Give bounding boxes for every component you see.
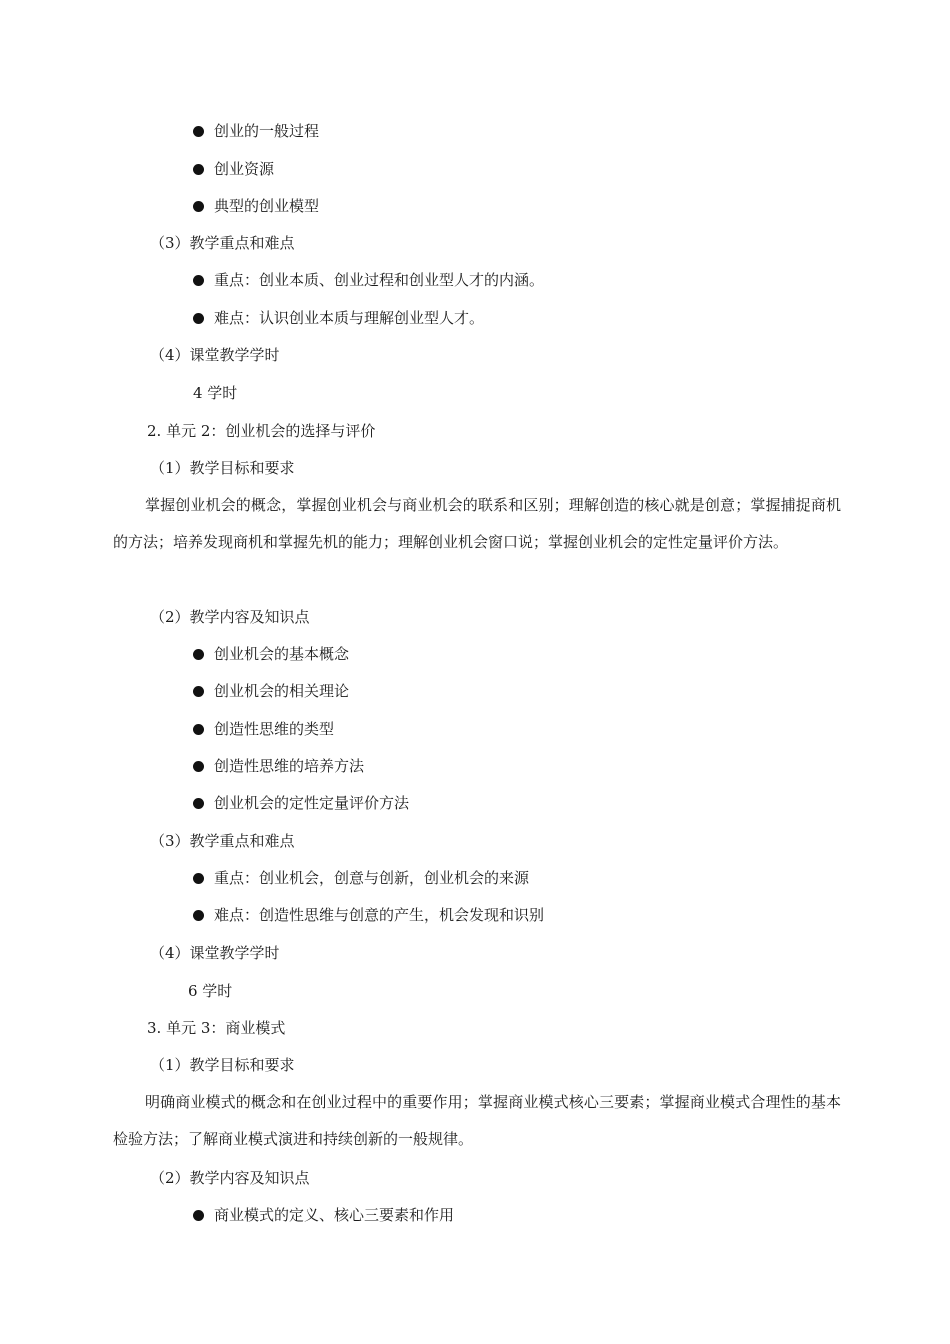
list-item	[193, 719, 334, 739]
list-item-text: 难点：创造性思维与创意的产生，机会发现和识别	[214, 906, 545, 924]
list-item-text: 重点：创业机会，创意与创新，创业机会的来源	[214, 869, 530, 887]
unit-heading: 2. 单元 2：创业机会的选择与评价	[147, 422, 376, 440]
section-title: （2）教学内容及知识点	[150, 1169, 310, 1187]
bullet-dot-icon	[193, 761, 204, 772]
bullet-dot-icon	[193, 126, 204, 137]
list-item-text: 典型的创业模型	[214, 197, 320, 215]
section-title: （3）教学重点和难点	[150, 832, 295, 850]
section-title: （4）课堂教学学时	[150, 346, 280, 364]
list-item-text: 创造性思维的培养方法	[214, 757, 365, 775]
bullet-dot-icon	[193, 275, 204, 286]
bullet-dot-icon	[193, 164, 204, 175]
list-item-text: 创造性思维的类型	[214, 720, 335, 738]
bullet-dot-icon	[193, 910, 204, 921]
list-item-text: 创业机会的基本概念	[214, 645, 350, 663]
list-item-text: 难点：认识创业本质与理解创业型人才。	[214, 309, 485, 327]
bullet-dot-icon	[193, 724, 204, 735]
list-item-text: 创业的一般过程	[214, 122, 320, 140]
list-item	[193, 196, 319, 216]
section-title: （3）教学重点和难点	[150, 234, 295, 252]
list-item	[193, 793, 409, 813]
section-title: （2）教学内容及知识点	[150, 608, 310, 626]
goal-paragraph: 掌握创业机会的概念，掌握创业机会与商业机会的联系和区别；理解创造的核心就是创意；掌握捕捉商机的方法；培养发现商机和掌握先机的能力；理解创业机会窗口说；掌握创业机会的定性定量评价方法。	[113, 496, 841, 551]
list-item	[193, 270, 544, 290]
bullet-dot-icon	[193, 1210, 204, 1221]
list-item-text: 创业机会的相关理论	[214, 682, 350, 700]
list-item-text: 创业机会的定性定量评价方法	[214, 794, 410, 812]
list-item	[193, 1205, 454, 1225]
bullet-dot-icon	[193, 686, 204, 697]
list-item	[193, 681, 349, 701]
list-item	[193, 905, 544, 925]
bullet-dot-icon	[193, 201, 204, 212]
list-item	[193, 121, 319, 141]
section-title: （1）教学目标和要求	[150, 459, 295, 477]
bullet-dot-icon	[193, 798, 204, 809]
hours-value: 6 学时	[188, 982, 233, 1000]
list-item	[193, 756, 364, 776]
unit-heading: 3. 单元 3：商业模式	[147, 1019, 286, 1037]
goal-paragraph: 明确商业模式的概念和在创业过程中的重要作用；掌握商业模式核心三要素；掌握商业模式合理性的基本检验方法；了解商业模式演进和持续创新的一般规律。	[113, 1093, 841, 1148]
bullet-dot-icon	[193, 873, 204, 884]
section-title: （1）教学目标和要求	[150, 1056, 295, 1074]
list-item	[193, 644, 349, 664]
list-item-text: 创业资源	[214, 160, 275, 178]
bullet-dot-icon	[193, 649, 204, 660]
section-title: （4）课堂教学学时	[150, 944, 280, 962]
bullet-dot-icon	[193, 313, 204, 324]
list-item-text: 商业模式的定义、核心三要素和作用	[214, 1206, 455, 1224]
list-item	[193, 159, 274, 179]
list-item	[193, 868, 529, 888]
list-item	[193, 308, 484, 328]
list-item-text: 重点：创业本质、创业过程和创业型人才的内涵。	[214, 271, 545, 289]
hours-value: 4 学时	[193, 384, 238, 402]
